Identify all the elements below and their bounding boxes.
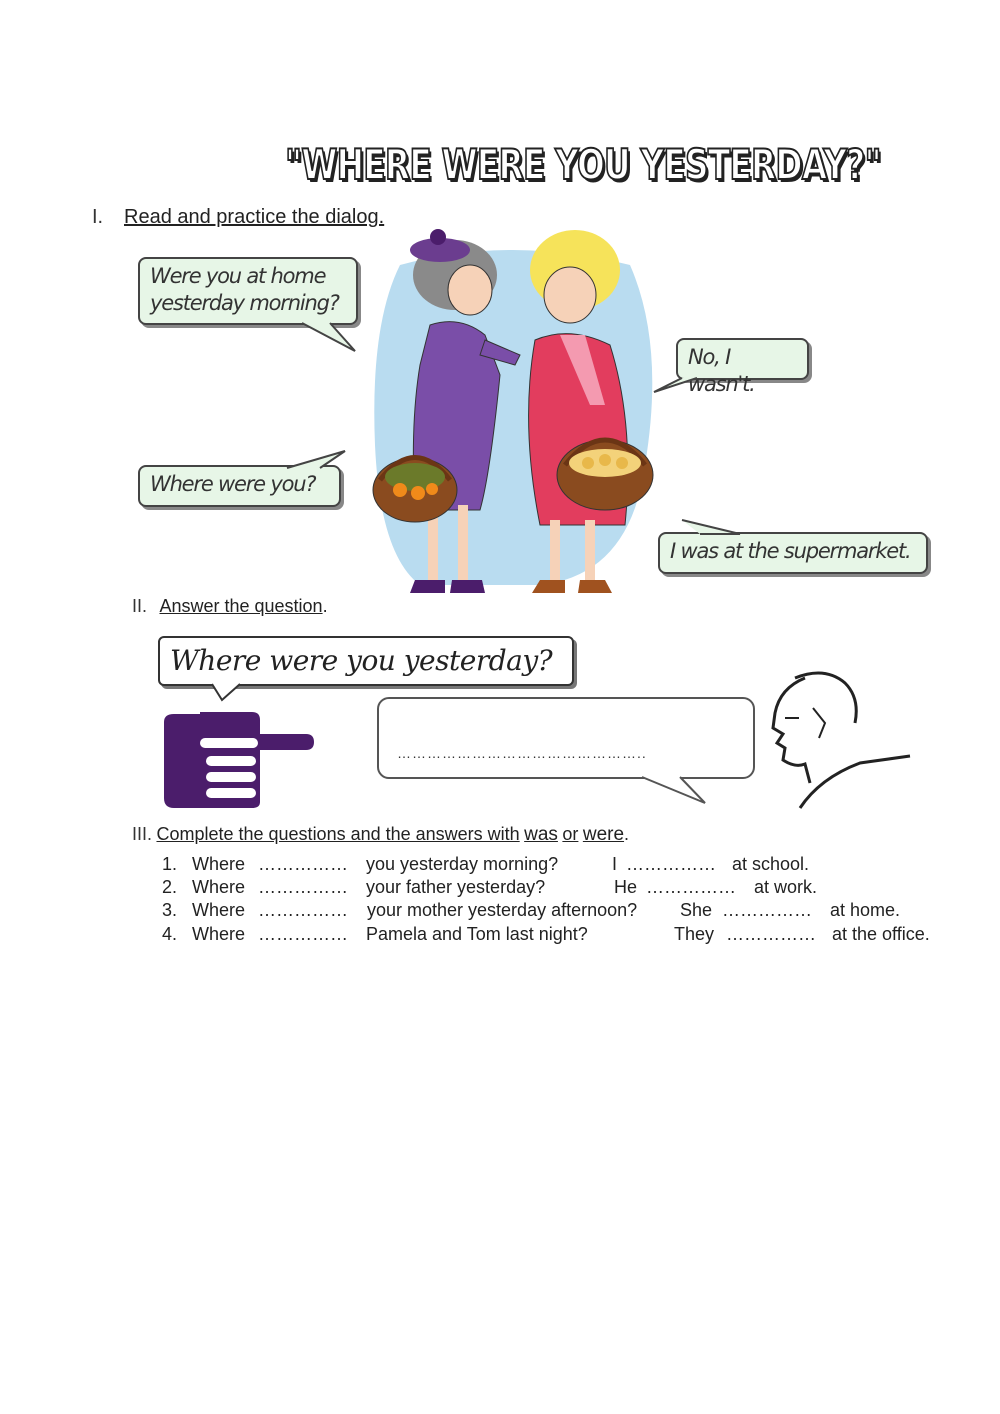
item-where: Where [192,854,246,874]
keyword-or: or [562,824,579,844]
item-blank-2[interactable]: …………… [726,924,816,944]
answer-dots: ………………………………………….. [397,745,647,761]
item-place: at school. [732,854,810,874]
section-2-number: II. [132,596,148,616]
dialog-bubble-q2: Where were you? [138,465,341,507]
item-question: you yesterday morning? [366,854,559,874]
answer-box-tail [640,775,710,805]
item-number: 3. [162,900,178,920]
ladies-illustration [360,225,670,615]
keyword-were: were [582,824,625,845]
question-bubble-tail [210,682,250,702]
item-number: 4. [162,924,178,944]
item-blank-2[interactable]: …………… [626,854,716,874]
item-blank-1[interactable]: …………… [258,900,348,920]
item-where: Where [192,900,246,920]
section-2-instruction: Answer the question [159,596,323,616]
boy-profile-icon [765,668,915,813]
item-where: Where [192,924,246,944]
section-3-heading: III. Complete the questions and the answers with was or were. [132,824,630,845]
item-subject: He [614,877,638,897]
item-subject: They [674,924,715,944]
item-blank-1[interactable]: …………… [258,854,348,874]
item-blank-1[interactable]: …………… [258,924,348,944]
exercise-item-3 [162,900,962,924]
exercise-item-2 [162,877,962,901]
pointing-hand-icon [160,712,315,808]
section-2-heading: II. Answer the question. [132,596,328,616]
section-1-number: I. [92,206,104,228]
section-1-instruction: Read and practice the dialog. [124,206,385,228]
item-where: Where [192,877,246,897]
worksheet-title: "WHERE WERE YOU YESTERDAY?" [285,140,881,189]
item-place: at the office. [832,924,930,944]
bubble-tail-q2 [285,448,347,470]
item-subject: I [612,854,618,874]
item-number: 1. [162,854,178,874]
section-3-number: III. [132,824,153,844]
dialog-bubble-a1: No, I wasn't. [676,338,809,380]
bubble-tail-q1 [300,321,360,353]
answer-box[interactable] [377,697,755,779]
item-blank-2[interactable]: …………… [722,900,812,920]
bubble-tail-a2 [680,518,750,538]
dialog-bubble-q1: Were you at home yesterday morning? [138,257,358,325]
item-blank-2[interactable]: …………… [646,877,736,897]
section-3-instruction: Complete the questions and the answers with [156,824,520,844]
exercise-item-4 [162,924,962,948]
item-subject: She [680,900,713,920]
question-speech-bubble: Where were you yesterday? [158,636,574,686]
item-question: your mother yesterday afternoon? [367,900,638,920]
item-place: at work. [754,877,818,897]
bubble-tail-a1 [652,376,702,396]
item-question: Pamela and Tom last night? [366,924,588,944]
item-question: your father yesterday? [366,877,546,897]
exercise-item-1 [162,854,962,878]
dialog-bubble-a2: I was at the supermarket. [658,532,928,574]
item-blank-1[interactable]: …………… [258,877,348,897]
item-number: 2. [162,877,178,897]
item-place: at home. [830,900,901,920]
keyword-was: was [524,824,558,845]
